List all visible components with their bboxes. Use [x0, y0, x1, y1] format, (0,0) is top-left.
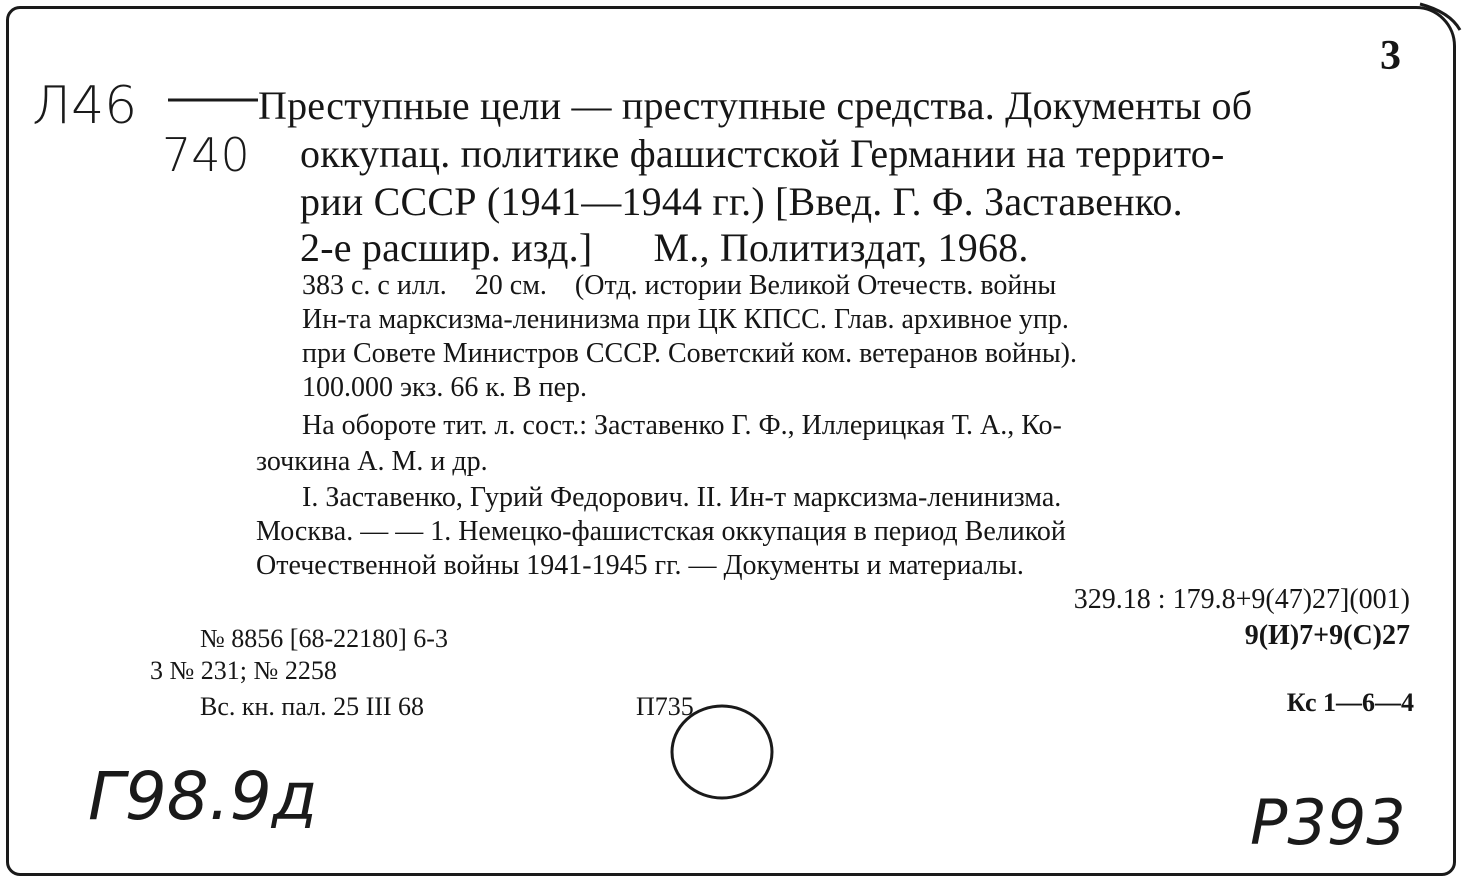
- subject-line-1: I. Заставенко, Гурий Федорович. II. Ин-т марксизма-ленинизма.: [302, 482, 1062, 513]
- description-line-4: 100.000 экз. 66 к. В пер.: [302, 372, 588, 403]
- title-line-3: рии СССР (1941—1944 гг.) [Введ. Г. Ф. Заставенко.: [300, 179, 1183, 224]
- title-line-2: оккупац. политике фашистской Германии на террито-: [300, 131, 1225, 176]
- subject-line-2: Москва. — — 1. Немецко-фашистская оккупация в период Великой: [256, 516, 1066, 547]
- verso-line-2: зочкина А. М. и др.: [256, 446, 488, 477]
- book-chamber-line: Вс. кн. пал. 25 III 68: [200, 692, 425, 721]
- order-number-2: 3 № 231; № 2258: [150, 656, 337, 685]
- classification-line-2: 9(И)7+9(С)27: [1244, 620, 1410, 651]
- title-line-4: 2-е расшир. изд.] М., Политиздат, 1968.: [300, 225, 1029, 270]
- order-number: № 8856 [68-22180] 6-3: [200, 624, 448, 653]
- title-line-1: Преступные цели — преступные средства. Документы об: [258, 83, 1253, 128]
- kc-code: Кс 1—6—4: [1286, 688, 1414, 717]
- verso-line-1: На обороте тит. л. сост.: Заставенко Г. Ф., Иллерицкая Т. А., Ко-: [302, 410, 1062, 441]
- description-line-2: Ин-та марксизма-ленинизма при ЦК КПСС. Глав. архивное упр.: [302, 304, 1069, 335]
- subject-line-3: Отечественной войны 1941-1945 гг. — Документы и материалы.: [256, 550, 1024, 581]
- description-line-1: 383 с. с илл. 20 см. (Отд. истории Великой Отечеств. войны: [302, 270, 1057, 301]
- handwritten-call-number-bottom: 740: [162, 128, 250, 182]
- page-number: 3: [1380, 33, 1401, 79]
- handwritten-shelf-mark: Г98.9д: [88, 758, 318, 835]
- classification-line-1: 329.18 : 179.8+9(47)27](001): [1073, 584, 1410, 615]
- handwritten-code: Р393: [1250, 786, 1406, 859]
- p-code: П735: [636, 692, 694, 721]
- handwritten-call-number-top: Л46: [32, 76, 138, 136]
- corner-fold: [1420, 4, 1460, 30]
- description-line-3: при Совете Министров СССР. Советский ком. ветеранов войны).: [302, 338, 1077, 369]
